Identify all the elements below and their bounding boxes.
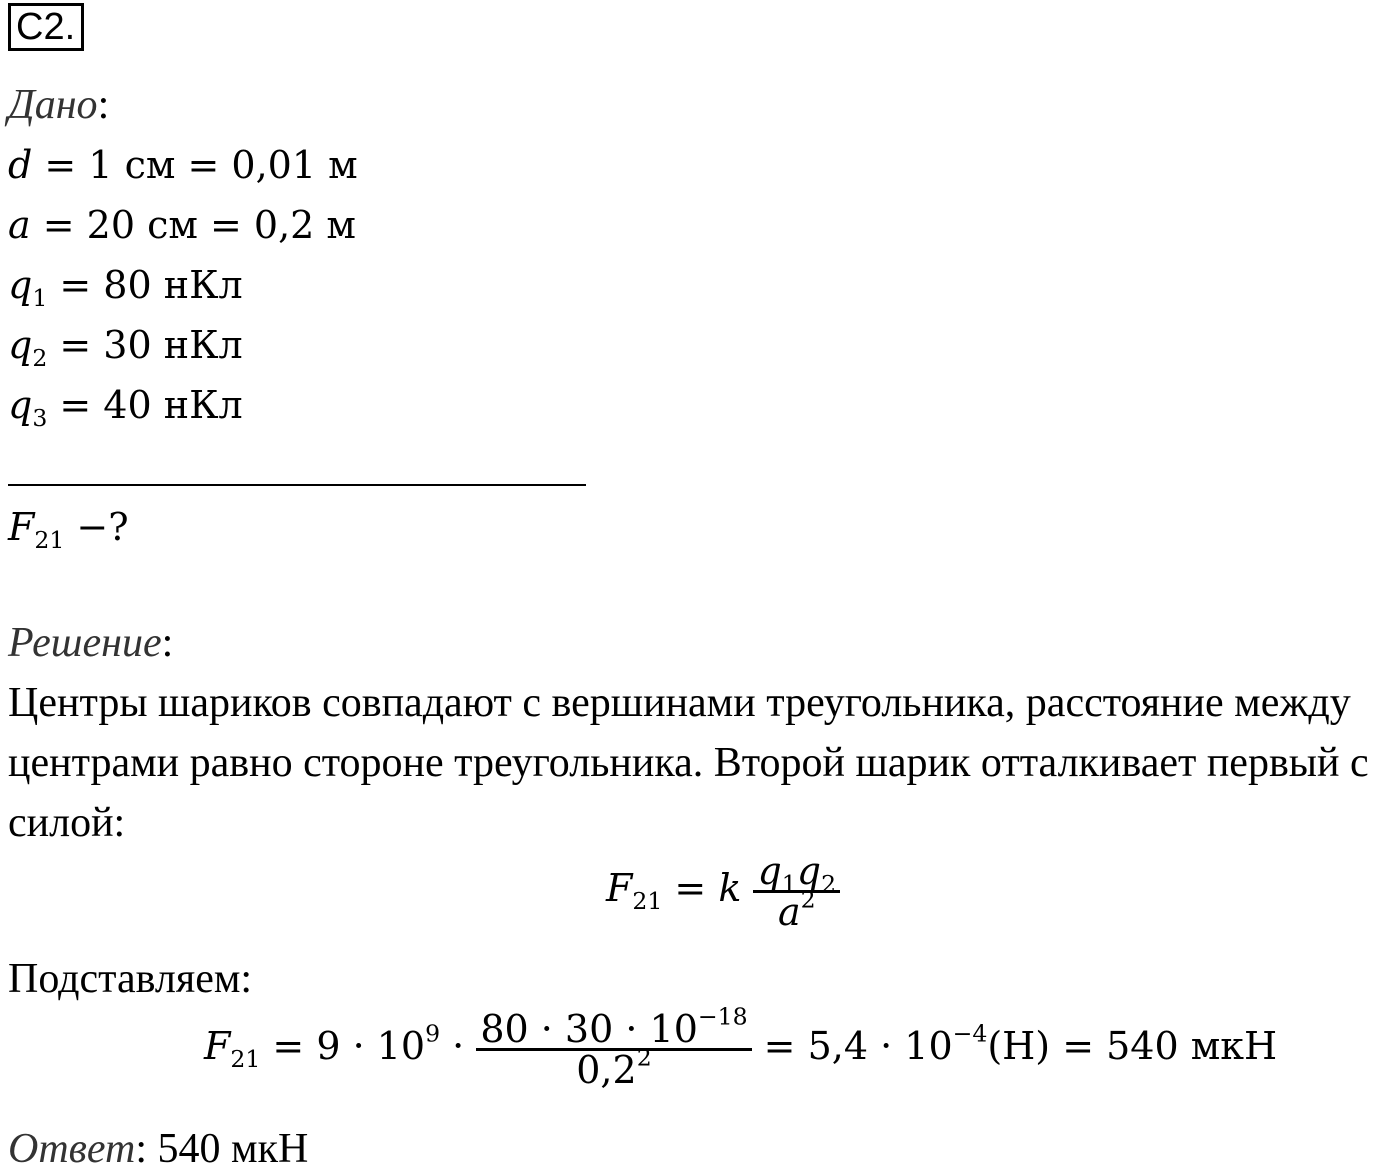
given-label: Дано [8, 82, 98, 128]
given-line-a: a = 20 см = 0,2 м [8, 203, 356, 247]
solution-paragraph-line-2: центрами равно стороне треугольника. Второй шарик отталкивает первый с [8, 740, 1369, 786]
given-line-q3: $q_3 = 40$ нКл [8, 383, 243, 433]
coulomb-formula: $F_{21} = k$ $\frac{q_1q_2}{a^2}$ [606, 852, 840, 931]
substitute-text: Подставляем: [8, 956, 253, 1002]
given-colon: : [97, 82, 110, 128]
answer-value: 540 мкН [146, 1126, 309, 1172]
calculation-fraction: $\frac{80 \cdot 30 \cdot 10^{-18}}{0,2^2}$ [476, 1010, 751, 1089]
solution-label: Решение [8, 620, 162, 666]
given-line-d: d = 1 см = 0,01 м [8, 143, 358, 187]
find-line: $F_{21}$ −? [8, 505, 129, 555]
given-line-q2: $q_2 = 30$ нКл [8, 323, 243, 373]
answer-line: Ответ: 540 мкН [8, 1126, 309, 1172]
problem-number-box [8, 6, 84, 48]
given-line-q1: $q_1 = 80$ нКл [8, 263, 243, 313]
solution-heading: Решение: [8, 620, 174, 666]
calculation-formula: $F_{21} = 9 \cdot 10^9$ · $\frac{80 \cdot 30 \cdot 10^{-18}}{0,2^2}$ = $5,4 \cdot 10^{-4}(Н) = 540$ мкН [204, 1002, 1278, 1092]
problem-number: С2. [8, 3, 84, 51]
given-divider [8, 484, 586, 486]
solution-paragraph-line-3: силой: [8, 800, 126, 846]
solution-paragraph-line-1: Центры шариков совпадают с вершинами треугольника, расстояние между [8, 680, 1351, 726]
answer-label: Ответ [8, 1126, 136, 1172]
given-heading [8, 84, 109, 126]
coulomb-fraction: $\frac{q_1q_2}{a^2}$ [753, 852, 840, 931]
